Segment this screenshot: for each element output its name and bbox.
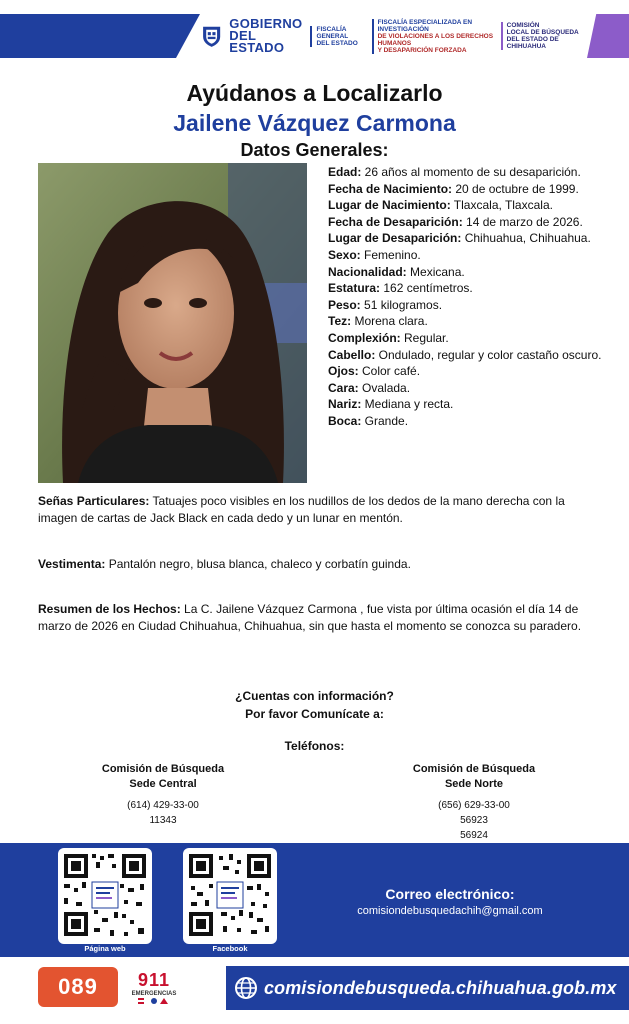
- header-band-right: [587, 14, 629, 58]
- sede-norte-ext2[interactable]: 56924: [460, 830, 488, 841]
- dato-cara: Cara: Ovalada.: [328, 380, 411, 395]
- dato-peso: Peso: 51 kilogramos.: [328, 297, 443, 312]
- dato-cabello: Cabello: Ondulado, regular y color castaño oscuro.: [328, 347, 602, 362]
- sede-central-line2: Sede Central: [129, 778, 197, 790]
- dato-lugar-desaparicion: Lugar de Desaparición: Chihuahua, Chihuahua.: [328, 231, 591, 246]
- email-link[interactable]: comisiondebusquedachih@gmail.com: [357, 905, 543, 917]
- dato-boca: Boca: Grande.: [328, 413, 409, 428]
- dato-edad: Edad: 26 años al momento de su desaparición.: [328, 165, 581, 179]
- person-photo: [38, 163, 307, 483]
- header-logos: [200, 16, 585, 56]
- section-title: Datos Generales:: [240, 140, 389, 160]
- dato-ojos: Ojos: Color café.: [328, 364, 421, 379]
- vestimenta: Vestimenta: Pantalón negro, blusa blanca, chaleco y corbatín guinda.: [38, 557, 411, 571]
- footer-emergency-logos: [38, 966, 228, 1008]
- dato-nariz: Nariz: Mediana y recta.: [328, 397, 454, 412]
- website-url[interactable]: comisiondebusqueda.chihuahua.gob.mx: [264, 977, 617, 998]
- emergency-symbols-icon: [134, 997, 174, 1005]
- comision-logo: COMISIÓN LOCAL DE BÚSQUEDA DEL ESTADO DE CHIHUAHUA: [501, 22, 579, 50]
- website-bar[interactable]: [226, 966, 629, 1010]
- fiscalia-especializada-logo: FISCALÍA ESPECIALIZADA EN INVESTIGACIÓN DE VIOLACIONES A LOS DERECHOS HUMANOS Y DESAPARICIÓN FORZADA: [372, 19, 495, 54]
- dato-fecha-nacimiento: Fecha de Nacimiento: 20 de octubre de 1999.: [328, 181, 579, 196]
- qr-web-card[interactable]: [58, 848, 152, 944]
- badge-911: 911 EMERGENCIAS: [126, 967, 182, 1007]
- person-name: Jailene Vázquez Carmona: [173, 110, 456, 136]
- badge-089: 089: [38, 967, 118, 1007]
- page-title: Ayúdanos a Localizarlo: [186, 80, 443, 106]
- contact-prompt: Por favor Comunícate a:: [245, 707, 384, 721]
- contact-question: ¿Cuentas con información?: [235, 689, 394, 703]
- qr-facebook-card[interactable]: [183, 848, 277, 944]
- dato-complexion: Complexión: Regular.: [328, 330, 449, 345]
- sede-central-ext[interactable]: 11343: [149, 815, 177, 826]
- sede-central-phone[interactable]: (614) 429-33-00: [127, 800, 199, 811]
- fiscalia-logo: FISCALÍA GENERAL DEL ESTADO: [310, 26, 365, 47]
- dato-estatura: Estatura: 162 centímetros.: [328, 281, 473, 296]
- datos-generales-list: [328, 164, 613, 430]
- sede-norte-phone[interactable]: (656) 629-33-00: [438, 800, 510, 811]
- sede-norte-line1: Comisión de Búsqueda: [412, 763, 536, 775]
- qr-web-label: Página web: [84, 944, 126, 953]
- senas-particulares: Señas Particulares: Tatuajes poco visibles en los nudillos de los dedos de la mano derecha con la imagen de cartas de Jack Black en cada dedo y un lunar en mentón.: [38, 494, 565, 525]
- dato-sexo: Sexo: Femenino.: [328, 247, 421, 262]
- dato-nacionalidad: Nacionalidad: Mexicana.: [328, 264, 465, 279]
- contact-sede-norte: [374, 762, 574, 843]
- qr-code-web-icon: [58, 848, 152, 944]
- dato-tez: Tez: Morena clara.: [328, 314, 428, 329]
- header-band-left: [0, 14, 200, 58]
- resumen-hechos: Resumen de los Hechos: La C. Jailene Vázquez Carmona , fue vista por última ocasión el día 14 de marzo de 2026 en Ciudad Chihuahua, Chihuahua, sin que hasta el momento se conozca su paradero.: [38, 602, 582, 633]
- state-shield-icon: [200, 21, 223, 51]
- contact-sede-central: [63, 762, 263, 828]
- sede-norte-ext1[interactable]: 56923: [460, 815, 488, 826]
- sede-central-line1: Comisión de Búsqueda: [101, 763, 225, 775]
- sede-norte-line2: Sede Norte: [444, 778, 504, 790]
- dato-fecha-desaparicion: Fecha de Desaparición: 14 de marzo de 2026.: [328, 214, 583, 229]
- qr-facebook-label: Facebook: [212, 944, 248, 953]
- qr-code-facebook-icon: [183, 848, 277, 944]
- phones-title: Teléfonos:: [284, 739, 345, 753]
- dato-lugar-nacimiento: Lugar de Nacimiento: Tlaxcala, Tlaxcala.: [328, 198, 553, 213]
- gobierno-logo-text: GOBIERNO DEL ESTADO: [229, 16, 303, 55]
- globe-icon: [234, 976, 258, 1000]
- email-title: Correo electrónico:: [385, 886, 515, 902]
